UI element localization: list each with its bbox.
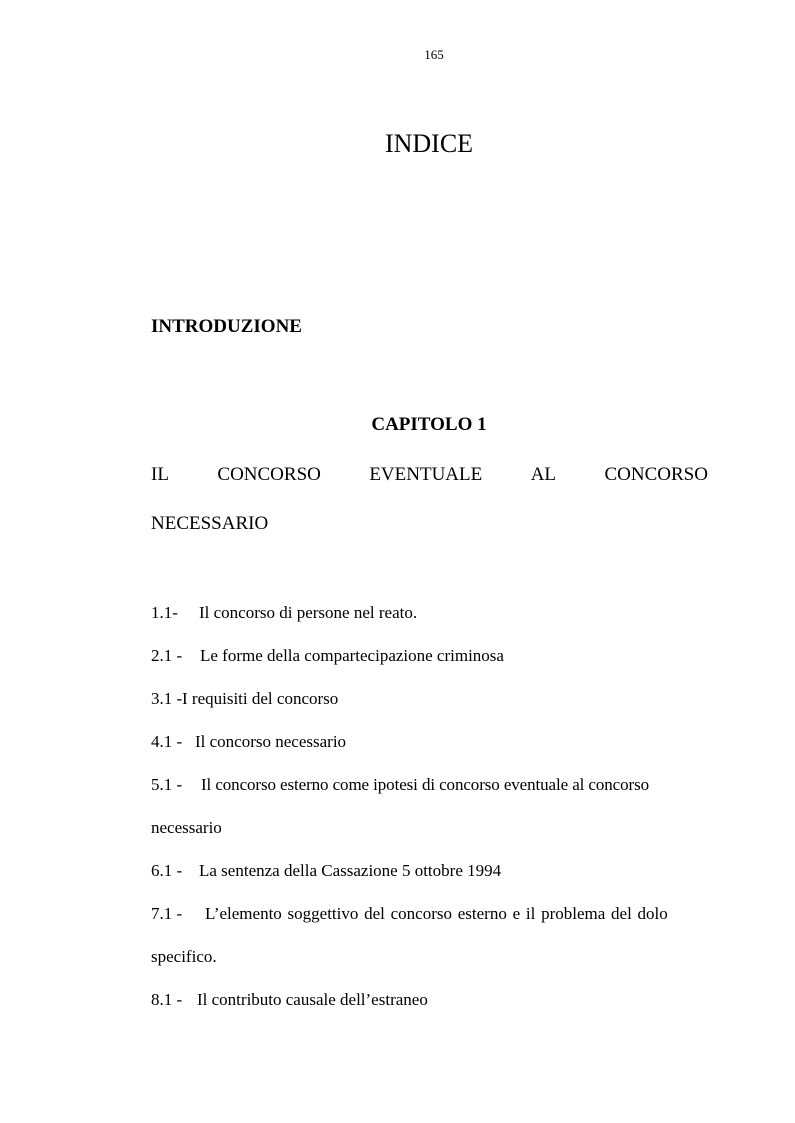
chapter-title-line-2: NECESSARIO [151, 513, 269, 534]
introduction-heading: INTRODUZIONE [151, 316, 302, 337]
toc-entry-number: 6.1 - [151, 861, 183, 880]
toc-entry-number: 4.1 - [151, 732, 183, 751]
toc-entry-text: L’elemento soggettivo del concorso esterno e il problema del dolo [205, 904, 668, 923]
toc-entry-4-1 [151, 732, 346, 752]
toc-entry-text: Il contributo causale dell’estraneo [197, 990, 428, 1009]
toc-entry-number: 1.1- [151, 603, 178, 622]
toc-entry-text: I requisiti del concorso [182, 689, 339, 708]
toc-entry-number: 5.1 - [151, 775, 183, 794]
toc-entry-number: 3.1 - [151, 689, 183, 708]
toc-entry-2-1 [151, 646, 504, 666]
toc-entry-text: Le forme della compartecipazione criminosa [200, 646, 504, 665]
toc-entry-number: 7.1 - [151, 904, 183, 923]
toc-entry-1-1 [151, 603, 417, 623]
toc-entry-text: Il concorso necessario [195, 732, 347, 751]
index-title: INDICE [384, 129, 474, 158]
toc-entry-number: 8.1 - [151, 990, 183, 1009]
chapter-title-line-1 [151, 464, 708, 486]
toc-entry-6-1 [151, 861, 501, 881]
chapter-title-word: IL [151, 464, 169, 485]
chapter-title-word: CONCORSO [604, 464, 708, 485]
chapter-heading: CAPITOLO 1 [371, 414, 487, 435]
toc-entry-5-1 [151, 775, 708, 795]
chapter-title-word: CONCORSO [217, 464, 321, 485]
toc-entry-text: La sentenza della Cassazione 5 ottobre 1994 [199, 861, 502, 880]
toc-entry-text: Il concorso esterno come ipotesi di concorso eventuale al concorso [201, 775, 649, 794]
toc-entry-7-1 [151, 904, 708, 924]
page-number: 165 [424, 47, 444, 62]
toc-entry-text: Il concorso di persone nel reato. [199, 603, 418, 622]
toc-entry-5-1-continuation: necessario [151, 818, 222, 837]
chapter-title-word: EVENTUALE [369, 464, 483, 485]
toc-entry-7-1-continuation: specifico. [151, 947, 217, 966]
toc-entry-number: 2.1 - [151, 646, 183, 665]
toc-entry-8-1 [151, 990, 428, 1010]
toc-entry-3-1 [151, 689, 338, 709]
chapter-title-word: AL [530, 464, 557, 485]
